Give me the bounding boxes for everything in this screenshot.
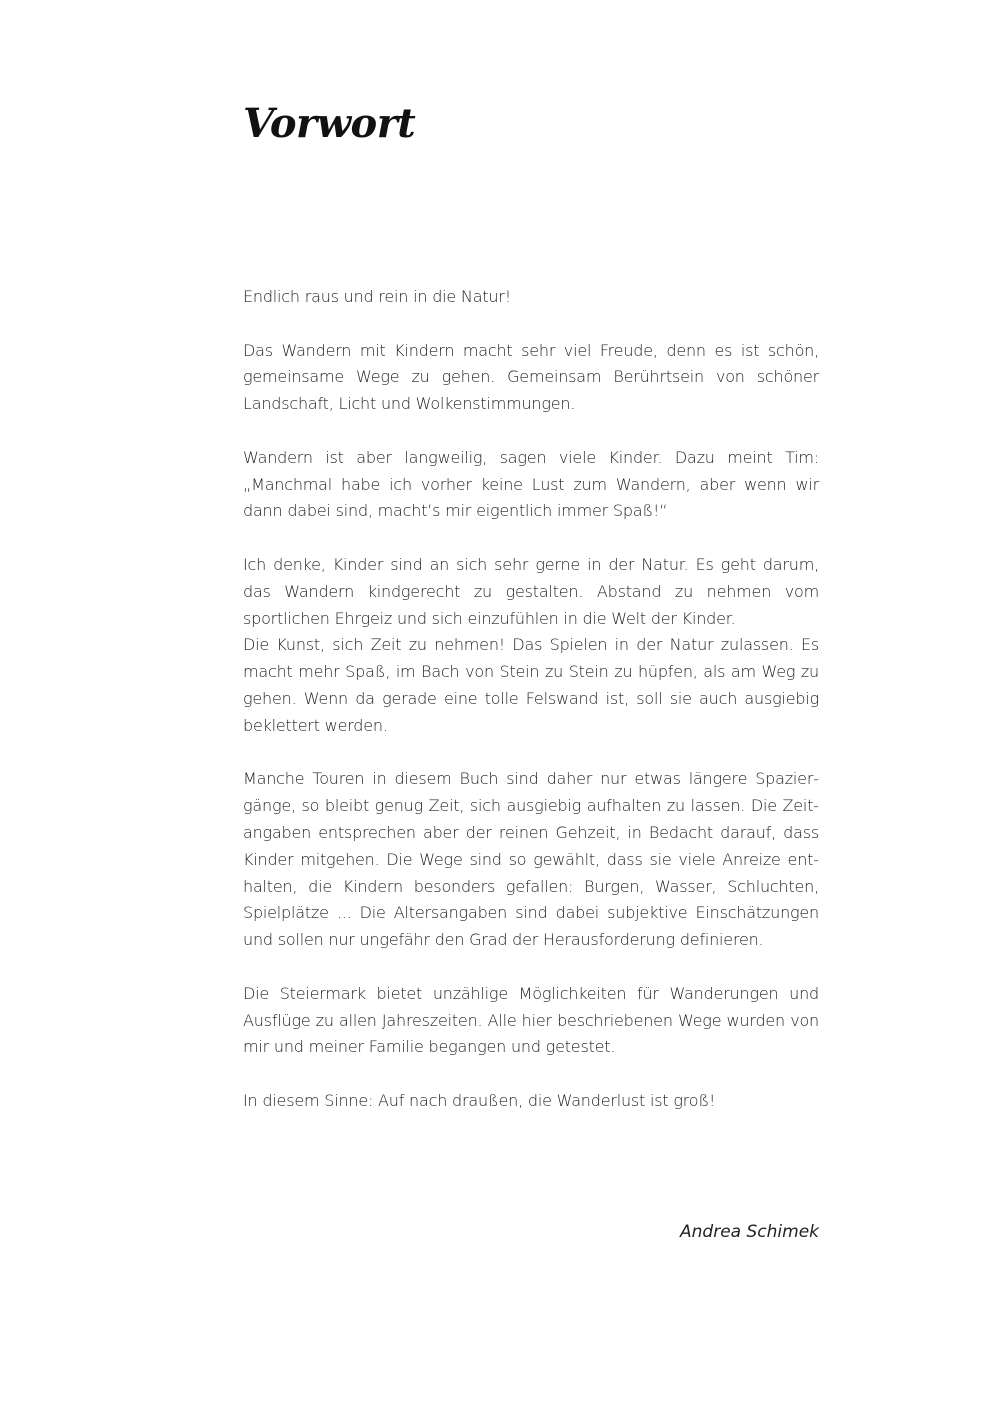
page-title: Vorwort: [243, 100, 416, 147]
paragraph-gap: [243, 311, 819, 338]
paragraph-closing: In diesem Sinne: Auf nach draußen, die Wanderlust ist groß!: [243, 1090, 716, 1110]
paragraph-tim-quote: Wandern ist aber langweilig, sagen viele Kinder. Dazu meint Tim: „Manchmal habe ich vorher keine Lust zum Wandern, aber wenn wir dann dabei sind, macht’s mir eigentlich immer Spaß!“: [243, 447, 819, 521]
paragraph-gap: [243, 1061, 819, 1088]
paragraph-nature: Ich denke, Kinder sind an sich sehr gerne in der Natur. Es geht darum, das Wandern kindgerecht zu gestalten. Abstand zu nehmen vom sportlichen Ehrgeiz und sich einzufühlen in die Welt der Kinder.: [243, 554, 819, 628]
foreword-body: [243, 284, 819, 1115]
paragraph-intro: Endlich raus und rein in die Natur!: [243, 287, 511, 306]
paragraph-gap: [243, 418, 819, 445]
paragraph-gap: [243, 740, 819, 767]
paragraph-joy: Das Wandern mit Kindern macht sehr viel Freude, denn es ist schön, gemeinsame Wege zu gehen. Gemeinsam Berührtsein von schöner Landschaft, Licht und Wolkenstimmungen.: [243, 340, 819, 414]
paragraph-take-time: Die Kunst, sich Zeit zu nehmen! Das Spielen in der Natur zulassen. Es macht mehr Spaß, im Bach von Stein zu Stein zu hüpfen, als am Weg zu gehen. Wenn da gerade eine tolle Felswand ist, soll sie auch ausgiebig beklettert werden.: [243, 635, 819, 735]
paragraph-steiermark: Die Steiermark bietet unzählige Möglichkeiten für Wanderungen und Ausflüge zu allen Jahreszeiten. Alle hier beschriebenen Wege wurden von mir und meiner Familie begangen und getestet.: [243, 983, 819, 1057]
paragraph-gap: [243, 954, 819, 981]
paragraph-tours: Manche Touren in diesem Buch sind daher nur etwas längere Spaziergänge, so bleibt genug Zeit, sich ausgiebig aufhalten zu lassen. Die Zeitangaben entsprechen aber der reinen Gehzeit, in Bedacht darauf, dass Kinder mitgehen. Die Wege sind so gewählt, dass sie viele Anreize enthalten, die Kindern besonders gefallen: Burgen, Wasser, Schluchten, Spielplätze ... Die Altersangaben sind dabei subjektive Einschätzungen und sollen nur ungefähr den Grad der Herausforderung definieren.: [243, 769, 819, 950]
author-signature: Andrea Schimek: [680, 1222, 819, 1242]
paragraph-gap: [243, 525, 819, 552]
